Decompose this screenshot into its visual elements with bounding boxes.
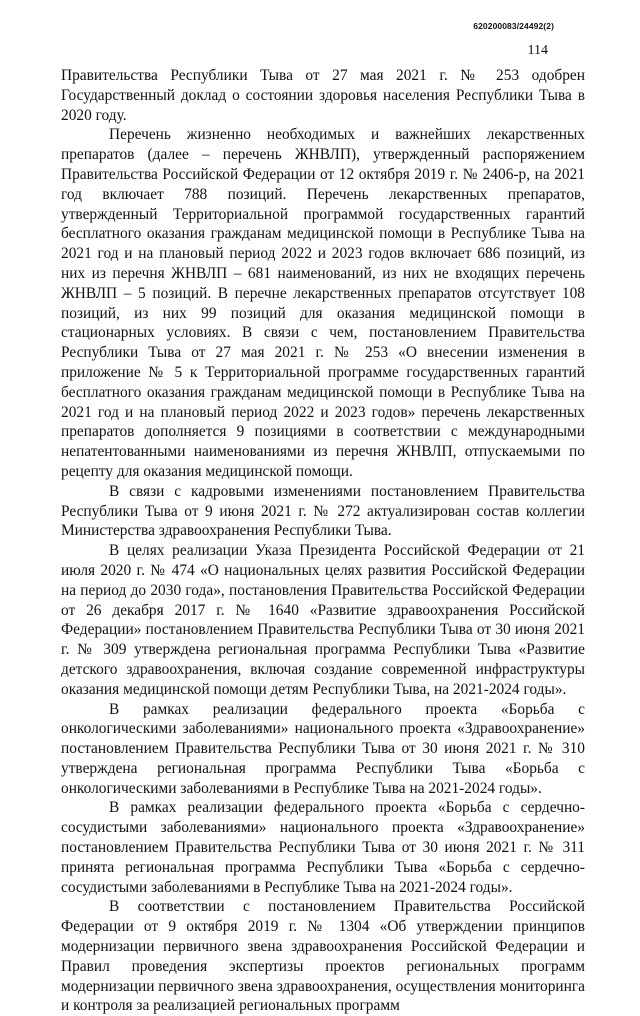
paragraph-child-healthcare: В целях реализации Указа Президента Российской Федерации от 21 июля 2020 г. № 474 «О национальных целях развития Российской Федерации на период до 2030 года», постановления Правительства Российской Федерации от 26 декабря 2017 г. № 1640 «Развитие здравоохранения Российской Федерации» постановлением Правительства Республики Тыва от 30 июня 2021 г. № 309 утверждена региональная программа Республики Тыва «Развитие детского здравоохранения, включая создание современной инфраструктуры оказания медицинской помощи детям Республики Тыва, на 2021-2024 годы». — [61, 542, 585, 698]
paragraph-collegium: В связи с кадровыми изменениями постановлением Правительства Республики Тыва от 9 июня 2021 г. № 272 актуализирован состав коллегии Министерства здравоохранения Республики Тыва. — [61, 482, 585, 540]
page-number: 114 — [527, 43, 548, 58]
page-body — [61, 66, 585, 1016]
document-id: 620200083/24492(2) — [473, 21, 554, 31]
paragraph-cardiovascular: В рамках реализации федерального проекта «Борьба с сердечно-сосудистыми заболеваниями» национального проекта «Здравоохранение» постановлением Правительства Республики Тыва от 30 июня 2021 г. № 311 принята региональная программа Республики Тыва «Борьба с сердечно-сосудистыми заболеваниями в Республике Тыва на 2021-2024 годы». — [61, 799, 585, 896]
paragraph-primary-care: В соответствии с постановлением Правительства Российской Федерации от 9 октября 2019 г. № 1304 «Об утверждении принципов модернизации первичного звена здравоохранения Российской Федерации и Правил проведения экспертизы проектов региональных программ модернизации первичного звена здравоохранения, осуществления мониторинга и контроля за реализацией региональных программ — [61, 898, 586, 1015]
paragraph-medicine-list: Перечень жизненно необходимых и важнейших лекарственных препаратов (далее – перечень ЖНВЛП), утвержденный распоряжением Правительства Российской Федерации от 12 октября 2019 г. № 2406-р, на 2021 год включает 788 позиций. Перечень лекарственных препаратов, утвержденный Территориальной программой государственных гарантий бесплатного оказания гражданам медицинской помощи в Республике Тыва на 2021 год и на плановый период 2022 и 2023 годов включает 686 позиций, из них из перечня ЖНВЛП – 681 наименований, из них не входящих перечень ЖНВЛП – 5 позиций. В перечне лекарственных препаратов отсутствует 108 позиций, из них 99 позиций для оказания медицинской помощи в стационарных условиях. В связи с чем, постановлением Правительства Республики Тыва от 27 мая 2021 г. № 253 «О внесении изменения в приложение № 5 к Территориальной программе государственных гарантий бесплатного оказания гражданам медицинской помощи в Республике Тыва на 2021 год и на плановый период 2022 и 2023 годов» перечень лекарственных препаратов дополняется 9 позициями в соответствии с международными непатентованными наименованиями из перечня ЖНВЛП, отпускаемыми по рецепту для оказания медицинской помощи. — [61, 126, 585, 480]
paragraph-continuation: Правительства Республики Тыва от 27 мая 2021 г. № 253 одобрен Государственный доклад о состоянии здоровья населения Республики Тыва в 2020 году. — [61, 67, 585, 124]
paragraph-oncology: В рамках реализации федерального проекта «Борьба с онкологическими заболеваниями» национального проекта «Здравоохранение» постановлением Правительства Республики Тыва от 30 июня 2021 г. № 310 утверждена региональная программа Республики Тыва «Борьба с онкологическими заболеваниями в Республике Тыва на 2021-2024 годы». — [61, 700, 585, 797]
